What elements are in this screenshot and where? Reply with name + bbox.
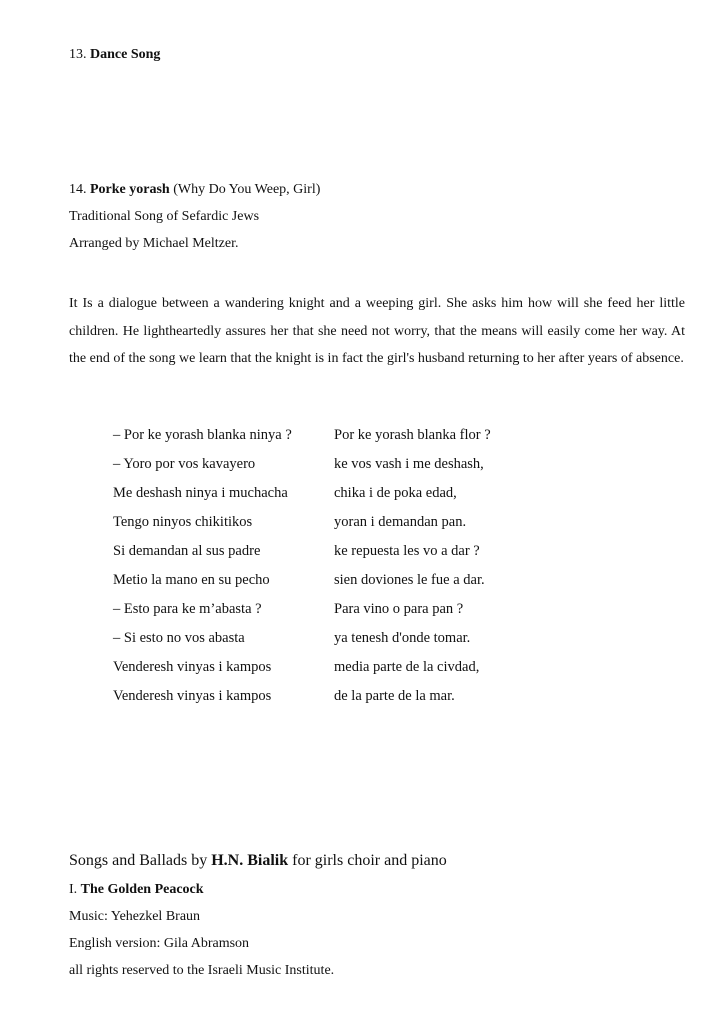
bialik-heading-post: for girls choir and piano bbox=[292, 852, 447, 869]
section-14-heading bbox=[69, 181, 320, 199]
lyrics-left: Tengo ninyos chikitikos bbox=[113, 514, 253, 530]
section-13-heading bbox=[69, 46, 160, 64]
bialik-heading-name: H.N. Bialik bbox=[211, 852, 289, 869]
section-14-arranger: Arranged by Michael Meltzer. bbox=[69, 236, 239, 251]
bialik-music: Music: Yehezkel Braun bbox=[69, 909, 201, 924]
bialik-item-number: I. bbox=[69, 882, 78, 897]
lyrics-right: chika i de poka edad, bbox=[334, 485, 457, 501]
lyrics-left: – Yoro por vos kavayero bbox=[113, 456, 256, 472]
bialik-english-version: English version: Gila Abramson bbox=[69, 936, 250, 951]
lyrics-right: ke repuesta les vo a dar ? bbox=[334, 543, 480, 559]
bialik-rights: all rights reserved to the Israeli Music Institute. bbox=[69, 963, 335, 978]
lyrics-right: Para vino o para pan ? bbox=[334, 601, 464, 617]
bialik-item-title: The Golden Peacock bbox=[80, 882, 204, 897]
section-14-title: Porke yorash bbox=[90, 182, 170, 197]
lyrics-right: de la parte de la mar. bbox=[334, 688, 455, 704]
bialik-heading-pre: Songs and Ballads by bbox=[69, 852, 208, 869]
lyrics-left: – Si esto no vos abasta bbox=[113, 630, 245, 646]
section-14-subtitle: (Why Do You Weep, Girl) bbox=[173, 182, 321, 197]
section-14-origin: Traditional Song of Sefardic Jews bbox=[69, 209, 260, 224]
lyrics-right: ke vos vash i me deshash, bbox=[334, 456, 484, 472]
lyrics-left: – Esto para ke m’abasta ? bbox=[113, 601, 262, 617]
lyrics-right: media parte de la civdad, bbox=[334, 659, 480, 675]
lyrics-right: sien doviones le fue a dar. bbox=[334, 572, 485, 588]
lyrics-left: Metio la mano en su pecho bbox=[113, 572, 270, 588]
section-13-number: 13. bbox=[69, 47, 87, 62]
section-14-number: 14. bbox=[69, 182, 87, 197]
lyrics-left: Venderesh vinyas i kampos bbox=[113, 688, 272, 704]
lyrics-left: Me deshash ninya i muchacha bbox=[113, 485, 288, 501]
lyrics-left: Venderesh vinyas i kampos bbox=[113, 659, 272, 675]
section-14-description: It Is a dialogue between a wandering knight and a weeping girl. She asks him how will she feed her little children. He lightheartedly assures her that she need not worry, that the means will easily come her way. At the end of the song we learn that the knight is in fact the girl's husband returning to her after years of absence. bbox=[69, 296, 685, 366]
bialik-item-heading bbox=[69, 881, 204, 899]
lyrics-left: – Por ke yorash blanka ninya ? bbox=[113, 427, 292, 443]
lyrics-right: ya tenesh d'onde tomar. bbox=[334, 630, 471, 646]
section-13-title: Dance Song bbox=[90, 47, 161, 62]
bialik-heading bbox=[69, 851, 447, 871]
lyrics-right: Por ke yorash blanka flor ? bbox=[334, 427, 491, 443]
lyrics-left: Si demandan al sus padre bbox=[113, 543, 261, 559]
lyrics-right: yoran i demandan pan. bbox=[334, 514, 467, 530]
